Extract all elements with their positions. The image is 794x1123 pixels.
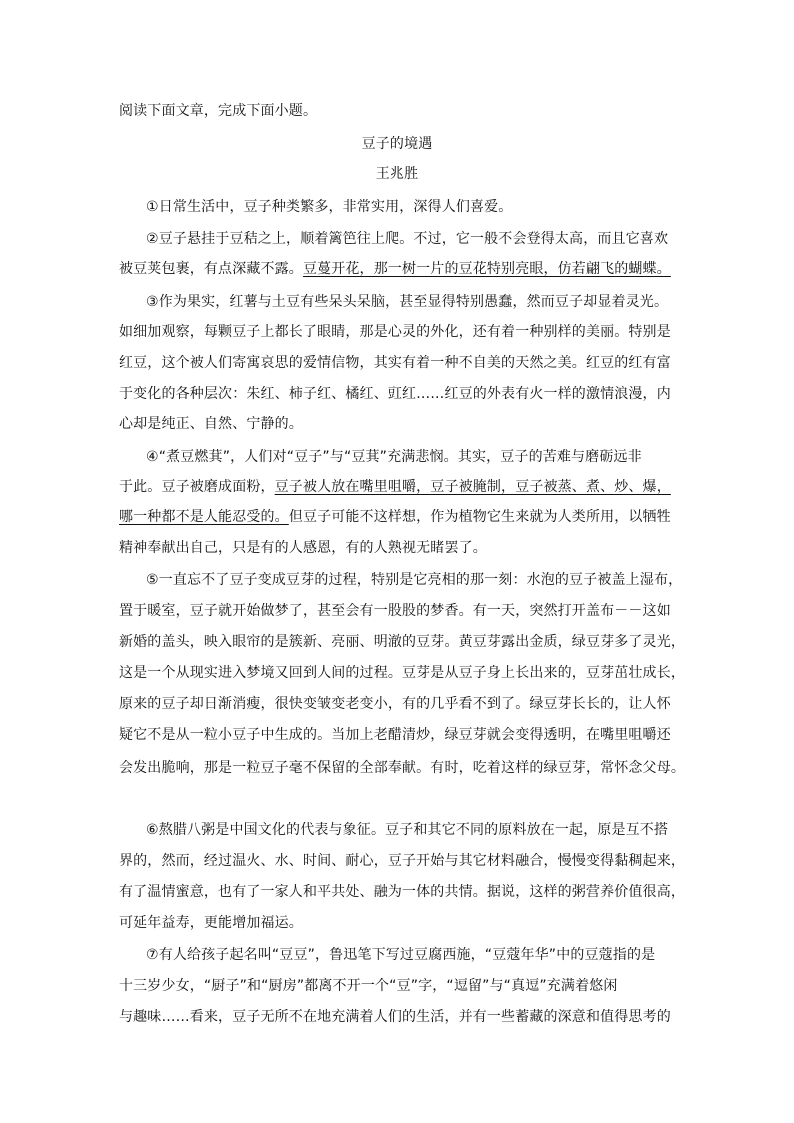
article-author: 王兆胜: [375, 166, 419, 182]
paragraph-1: ①日常生活中，豆子种类繁多，非常实用，深得人们喜爱。: [146, 199, 513, 215]
paragraph-4-line: 哪一种都不是人能忍受的。但豆子可能不这样想，作为植物它生来就为人类所用，以牺牲: [119, 509, 671, 525]
paragraph-5-line: ⑤一直忘不了豆子变成豆芽的过程，特别是它亮相的那一刻：水泡的豆子被盖上湿布，: [146, 572, 683, 588]
paragraph-6-line: ⑥熬腊八粥是中国文化的代表与象征。豆子和其它不同的原料放在一起，原是互不搭: [146, 822, 669, 838]
paragraph-5-line: 这是一个从现实进入梦境又回到人间的过程。豆芽是从豆子身上长出来的，豆芽茁壮成长，: [119, 665, 685, 681]
paragraph-6-line: 界的，然而，经过温火、水、时间、耐心，豆子开始与其它材料融合，慢慢变得黏稠起来，: [119, 853, 685, 869]
paragraph-5-line: 疑它不是从一粒小豆子中生成的。当加上老醋清炒，绿豆芽就会变得透明，在嘴里咀嚼还: [119, 727, 671, 743]
paragraph-3-line: 于变化的各种层次：朱红、柿子红、橘红、豇红……红豆的外表有火一样的激情浪漫，内: [119, 386, 671, 402]
underlined-sentence: 豆蔓开花，那一树一片的豆花特别亮眼，仿若翩飞的蝴蝶。: [302, 261, 671, 277]
paragraph-3-line: 心却是纯正、自然、宁静的。: [119, 416, 303, 432]
paragraph-3-line: 红豆，这个被人们寄寓哀思的爱情信物，其实有着一种不自美的天然之美。红豆的红有富: [119, 355, 671, 371]
paragraph-7-line: 十三岁少女，“厨子”和“厨房”都离不开一个“豆”字，“逗留”与“真逗”充满着悠闲: [119, 978, 618, 994]
underlined-sentence: 豆子被人放在嘴里咀嚼，豆子被腌制，豆子被蒸、煮、炒、爆，: [274, 479, 671, 495]
article-title: 豆子的境遇: [361, 136, 433, 152]
underlined-sentence: 哪一种都不是人能忍受的。: [119, 509, 289, 525]
paragraph-3-line: ③作为果实，红薯与土豆有些呆头呆脑，甚至显得特别愚蠢，然而豆子却显着灵光。: [146, 294, 669, 310]
paragraph-2-line: 被豆荚包裹，有点深藏不露。豆蔓开花，那一树一片的豆花特别亮眼，仿若翩飞的蝴蝶。: [119, 261, 671, 277]
instruction-text: 阅读下面文章，完成下面小题。: [119, 103, 318, 119]
paragraph-3-line: 如细加观察，每颗豆子上都长了眼睛，那是心灵的外化，还有着一种别样的美丽。特别是: [119, 324, 671, 340]
paragraph-4-line: 于此。豆子被磨成面粉，豆子被人放在嘴里咀嚼，豆子被腌制，豆子被蒸、煮、炒、爆，: [119, 479, 671, 495]
paragraph-6-line: 有了温情蜜意，也有了一家人和平共处、融为一体的共情。据说，这样的粥营养价值很高，: [119, 884, 685, 900]
paragraph-5-line: 置于暖室，豆子就开始做梦了，甚至会有一股股的梦香。有一天，突然打开盖布－－这如: [119, 603, 671, 619]
paragraph-4-line: 精神奉献出自己，只是有的人感恩，有的人熟视无睹罢了。: [119, 540, 487, 556]
paragraph-6-line: 可延年益寿，更能增加福运。: [119, 915, 303, 931]
paragraph-2-line: ②豆子悬挂于豆秸之上，顺着篱笆往上爬。不过，它一般不会登得太高，而且它喜欢: [146, 231, 669, 247]
paragraph-4-line: ④“煮豆燃萁”，人们对“豆子”与“豆萁”充满悲悯。其实，豆子的苦难与磨砺远非: [146, 449, 642, 465]
paragraph-5-line: 新婚的盖头，映入眼帘的是簇新、亮丽、明澈的豆芽。黄豆芽露出金质，绿豆芽多了灵光，: [119, 634, 685, 650]
paragraph-5-line: 原来的豆子却日渐消瘦，很快变皱变老变小，有的几乎看不到了。绿豆芽长长的，让人怀: [119, 696, 671, 712]
paragraph-7-line: 与趣味……看来，豆子无所不在地充满着人们的生活，并有一些蓄藏的深意和值得思考的: [119, 1009, 671, 1025]
paragraph-5-line: 会发出脆响，那是一粒豆子毫不保留的全部奉献。有时，吃着这样的绿豆芽，常怀念父母。: [119, 760, 685, 776]
paragraph-7-line: ⑦有人给孩子起名叫“豆豆”，鲁迅笔下写过豆腐西施，“豆蔻年华”中的豆蔻指的是: [146, 947, 656, 963]
